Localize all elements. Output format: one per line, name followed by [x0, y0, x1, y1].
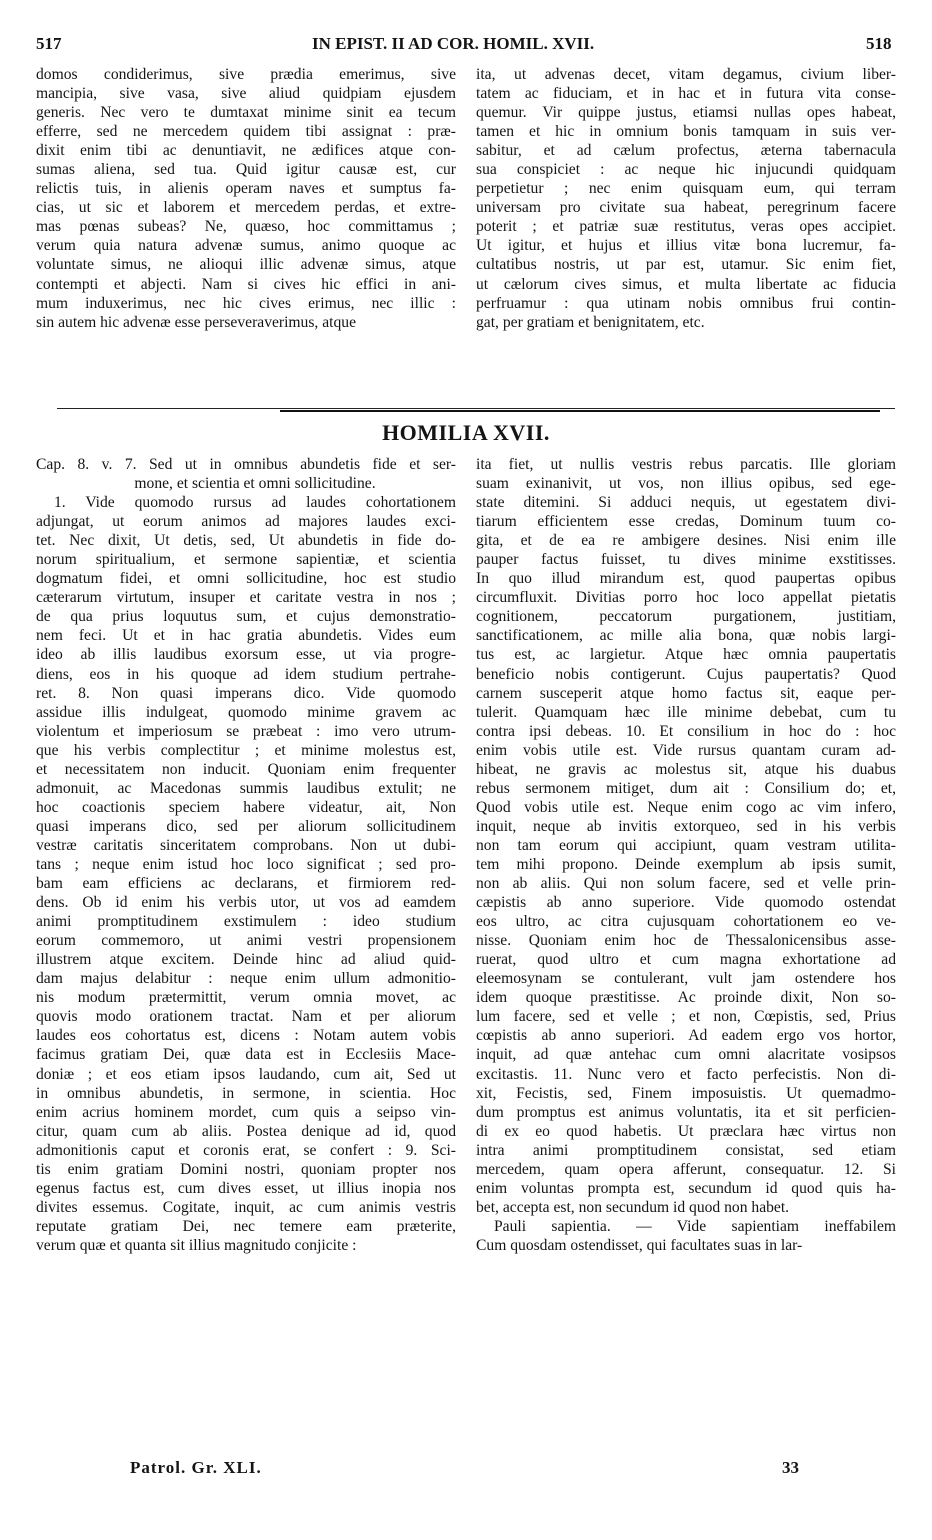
- text-line: eos ultro, ac citra cujusquam cohortationem eo ve-: [476, 913, 896, 931]
- text-line: suam exinanivit, ut vos, non illius opibus, sed ege-: [476, 475, 896, 493]
- text-line: mas pœnas subeas? Ne, quæso, hoc committamus ;: [36, 218, 456, 236]
- text-line: cæpistis ab anno superiore. Vide quomodo ostendat: [476, 894, 896, 912]
- text-line: citur, quam cum ab aliis. Postea denique ad id, quod: [36, 1122, 456, 1140]
- text-line: in omnibus abundetis, in sermone, in scientia. Hoc: [36, 1084, 456, 1102]
- text-line: ut cælorum cives simus, et multa libertate ac fiducia: [476, 275, 896, 293]
- text-line: beneficio nobis contigerunt. Cujus paupertatis? Quod: [476, 665, 896, 683]
- text-line: cognitionem, peccatorum purgationem, justitiam,: [476, 608, 896, 626]
- text-line: In quo illud mirandum est, quod paupertas opibus: [476, 570, 896, 588]
- top-left-column: [36, 65, 456, 332]
- text-line: contempti et abjecti. Nam si cives hic effici in ani-: [36, 275, 456, 293]
- footer-signature: Patrol. Gr. XLI.: [130, 1458, 262, 1477]
- text-line: gita, et de ea re ambigere desines. Nisi enim ille: [476, 532, 896, 550]
- text-line: non ab aliis. Qui non solum facere, sed et velle prin-: [476, 875, 896, 893]
- text-line: perpetietur ; nec enim quisquam eum, qui terram: [476, 180, 896, 198]
- text-line: tus est, ac largietur. Atque hæc omnia paupertatis: [476, 646, 896, 664]
- text-line: sin autem hic advenæ esse perseveraverimus, atque: [36, 313, 356, 331]
- footer-gathering-number: 33: [782, 1458, 799, 1477]
- text-line: state ditemini. Si adduci nequis, ut egestatem divi-: [476, 494, 896, 512]
- text-line: generis. Nec vero te dumtaxat minime sinit ea tecum: [36, 104, 456, 122]
- text-line: norum spiritualium, et sermone sapientiæ, et scientia: [36, 551, 456, 569]
- text-line: dens. Ob id enim his verbis utor, ut vos ad eamdem: [36, 894, 456, 912]
- text-line: dixit enim tibi ac denuntiavit, ne ædifices atque con-: [36, 142, 456, 160]
- text-line: dogmatum fidei, et omni sollicitudine, hoc est studio: [36, 570, 456, 588]
- text-line: enim voluntas prompta est, secundum id quod quis ha-: [476, 1179, 896, 1197]
- text-line: tet. Nec dixit, Ut detis, sed, Ut abundetis in fide do-: [36, 532, 456, 550]
- body-right-column: [476, 455, 896, 1255]
- text-line: Ut igitur, et hujus et illius vitæ bona lucremur, fa-: [476, 237, 896, 255]
- text-line: eleemosynam se contulerant, vult jam ostendere hos: [476, 970, 896, 988]
- text-line: tiarum efficientem esse credas, Dominum tuum co-: [476, 513, 896, 531]
- text-line: relictis tuis, in alienis operam naves et sumptus fa-: [36, 180, 456, 198]
- text-line: facimus gratiam Dei, quæ data est in Ecclesiis Mace-: [36, 1046, 456, 1064]
- text-line: tamen et hic in omnium bonis tamquam in suis ver-: [476, 123, 896, 141]
- text-line: circumfluxit. Divitias porro hoc loco appellat pietatis: [476, 589, 896, 607]
- text-line: ita fiet, ut nullis vestris rebus parcatis. Ille gloriam: [476, 456, 896, 473]
- running-title: IN EPIST. II AD COR. HOMIL. XVII.: [312, 34, 595, 53]
- text-line: mone, et scientia et omni sollicitudine.: [134, 475, 376, 493]
- separator-rule: [57, 408, 895, 409]
- top-right-column: [476, 65, 896, 332]
- text-line: universam pro civitate sua habeat, peregrinum facere: [476, 199, 896, 217]
- text-line: quemur. Vir quippe justus, etiamsi nullas opes habeat,: [476, 104, 896, 122]
- text-line: mancipia, sive vasa, sive aliud quidpiam ejusdem: [36, 85, 456, 103]
- text-line: bet, accepta est, non secundum id quod non habet.: [476, 1198, 790, 1216]
- text-line: assidue illis indulgeat, quomodo minime gravem ac: [36, 703, 456, 721]
- text-line: verum quia natura advenæ sumus, animo quoque ac: [36, 237, 456, 255]
- text-line: bam eam efficiens ac declarans, et firmiorem red-: [36, 875, 456, 893]
- text-line: violentum et imperiosum se præbeat : imo vero utrum-: [36, 722, 456, 740]
- text-line: reputate gratiam Dei, nec temere eam præterite,: [36, 1217, 456, 1235]
- text-line: sumas aliena, sed tua. Quid igitur causæ est, cur: [36, 161, 456, 179]
- body-left-column: [36, 455, 456, 1255]
- text-line: Cum quosdam ostendisset, qui facultates suas in lar-: [476, 1236, 803, 1254]
- text-line: sabitur, et ad cælum profectus, æterna tabernacula: [476, 142, 896, 160]
- text-line: inquit, ad quæ antehac cum omni alacritate vosipsos: [476, 1046, 896, 1064]
- text-line: hibeat, ne gravis ac molestus sit, atque his duabus: [476, 760, 896, 778]
- text-line: xit, Fecistis, sed, Finem imposuistis. Ut quemadmo-: [476, 1084, 896, 1102]
- text-line: gat, per gratiam et benignitatem, etc.: [476, 313, 705, 331]
- text-line: intra animi promptitudinem consistat, sed etiam: [476, 1141, 896, 1159]
- text-line: efferre, sed ne mercedem quidem tibi assignat : præ-: [36, 123, 456, 141]
- text-line: illustrem atque excitem. Deinde hinc ad aliud quid-: [36, 951, 456, 969]
- text-line: enim vobis utile est. Vide rursus quantam curam ad-: [476, 741, 896, 759]
- text-line: domos condiderimus, sive prædia emerimus, sive: [36, 66, 456, 83]
- text-line: inquit, neque ab invitis extorqueo, sed in his verbis: [476, 817, 896, 835]
- text-line: admonuit, ac Macedonas summis laudibus extulit; ne: [36, 779, 456, 797]
- text-line: divites essemus. Cogitate, inquit, ac cum animis vestris: [36, 1198, 456, 1216]
- text-line: mercedem, quam opera afferunt, consequatur. 12. Si: [476, 1160, 896, 1178]
- text-line: tans ; neque enim istud hoc loco significat ; sed pro-: [36, 855, 456, 873]
- text-line: di ex eo quod habetis. Ut præclara hæc virtus non: [476, 1122, 896, 1140]
- text-line: tulerit. Quamquam hæc ille minime debebat, cum tu: [476, 703, 896, 721]
- text-line: 1. Vide quomodo rursus ad laudes cohortationem: [54, 494, 456, 512]
- text-line: animi promptitudinem exstimulem : ideo studium: [36, 913, 456, 931]
- text-line: cultatibus nostris, ut par est, utamur. Sic enim fiet,: [476, 256, 896, 274]
- text-line: sanctificationem, ac mille alia bona, quæ nobis largi-: [476, 627, 896, 645]
- text-line: contra ipsi debeas. 10. Et consilium in hoc do : hoc: [476, 722, 896, 740]
- text-line: tem mihi propono. Deinde exemplum ab ipsis sumit,: [476, 855, 896, 873]
- text-line: cæterarum virtutum, insuper et caritate vestra in nos ;: [36, 589, 456, 607]
- text-line: et necessitatem non inducit. Quoniam enim frequenter: [36, 760, 456, 778]
- text-line: Quod vobis utile est. Neque enim cogo ac vim infero,: [476, 798, 896, 816]
- text-line: hoc coactionis speciem habere videatur, ait, Non: [36, 798, 456, 816]
- text-line: cias, ut sic et laborem et mercedem perdas, et extre-: [36, 199, 456, 217]
- text-line: lum facere, sed et velle ; et non, Cœpistis, sed, Prius: [476, 1008, 896, 1026]
- text-line: tis enim gratiam Domini nostri, quoniam propter nos: [36, 1160, 456, 1178]
- page-number-right: 518: [866, 34, 892, 53]
- text-line: enim acrius hominem mordet, cum quis a seipso vin-: [36, 1103, 456, 1121]
- text-line: adjungat, ut eorum animos ad majores laudes exci-: [36, 513, 456, 531]
- text-line: admonitionis caput et coronis erat, se confert : 9. Sci-: [36, 1141, 456, 1159]
- separator-rule-thick: [280, 410, 880, 412]
- text-line: de qua prius loquutus sum, et cujus demonstratio-: [36, 608, 456, 626]
- text-line: mum induxerimus, nec hic cives erimus, nec illic :: [36, 294, 456, 312]
- text-line: voluntate simus, ne alioqui illic advenæ simus, atque: [36, 256, 456, 274]
- page-number-left: 517: [36, 34, 62, 53]
- text-line: Pauli sapientia. — Vide sapientiam ineffabilem: [494, 1217, 896, 1235]
- text-line: nis modum prætermittit, verum omnia movet, ac: [36, 989, 456, 1007]
- text-line: poterit ; et patriæ suæ restitutus, veras opes accipiet.: [476, 218, 896, 236]
- text-line: excitastis. 11. Nunc vero et facto perfecistis. Non di-: [476, 1065, 896, 1083]
- text-line: ret. 8. Non quasi imperans dico. Vide quomodo: [36, 684, 456, 702]
- text-line: eorum commemoro, ut animi vestri propensionem: [36, 932, 456, 950]
- text-line: non tam eorum qui accipiunt, quam vestram utilita-: [476, 836, 896, 854]
- text-line: ideo ab illis laudibus exorsum esse, ut via progre-: [36, 646, 456, 664]
- text-line: nisse. Quoniam enim hoc de Thessalonicensibus asse-: [476, 932, 896, 950]
- text-line: egenus factus est, cum dives esset, ut illius inopia nos: [36, 1179, 456, 1197]
- text-line: idem quoque præstitisse. Ac proinde dixit, Non so-: [476, 989, 896, 1007]
- text-line: laudes eos cohortatus est, dicens : Notam autem vobis: [36, 1027, 456, 1045]
- text-line: verum quæ et quanta sit illius magnitudo conjicite :: [36, 1236, 357, 1254]
- text-line: rebus sermonem mitiget, dum ait : Consilium do; et,: [476, 779, 896, 797]
- text-line: Cap. 8. v. 7. Sed ut in omnibus abundetis fide et ser-: [36, 456, 456, 473]
- text-line: quovis modo orationem tractat. Nam et per aliorum: [36, 1008, 456, 1026]
- text-line: perfruamur : qua utinam nobis omnibus frui contin-: [476, 294, 896, 312]
- homily-title: HOMILIA XVII.: [382, 420, 550, 445]
- text-line: quasi imperans dico, sed per aliorum sollicitudinem: [36, 817, 456, 835]
- text-line: pauper factus fuisset, tu dives minime exstitisses.: [476, 551, 896, 569]
- text-line: doniæ ; et eos etiam ipsos laudando, cum ait, Sed ut: [36, 1065, 456, 1083]
- text-line: nem feci. Ut et in hac gratia abundetis. Vides eum: [36, 627, 456, 645]
- text-line: tatem ac fiduciam, et in hac et in futura vita conse-: [476, 85, 896, 103]
- text-line: sua conspiciet : ac neque hic injucundi quidquam: [476, 161, 896, 179]
- text-line: cœpistis ab anno superiori. Ad eadem ergo vos hortor,: [476, 1027, 896, 1045]
- text-line: ita, ut advenas decet, vitam degamus, civium liber-: [476, 66, 896, 83]
- text-line: dum promptus est animus voluntatis, ita et sit perficien-: [476, 1103, 896, 1121]
- text-line: que his verbis complectitur ; et minime molestus est,: [36, 741, 456, 759]
- text-line: vestræ caritatis sinceritatem comprobans. Non ut dubi-: [36, 836, 456, 854]
- text-line: carnem susceperit atque homo factus sit, eaque per-: [476, 684, 896, 702]
- text-line: ruerat, quod ultro et cum magna exhortatione ad: [476, 951, 896, 969]
- text-line: diens, eos in his quoque ad idem studium pertrahe-: [36, 665, 456, 683]
- text-line: dam majus delabitur : neque enim ullum admonitio-: [36, 970, 456, 988]
